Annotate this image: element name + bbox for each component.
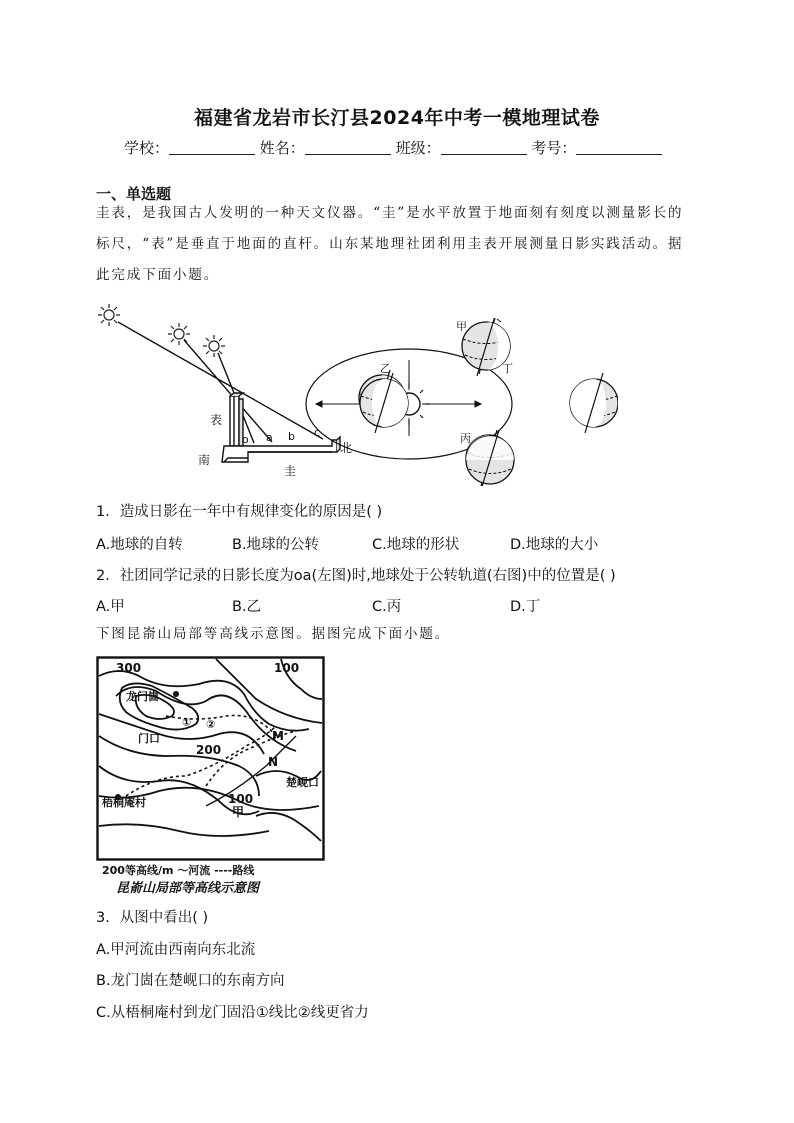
orbit-earths [356, 318, 618, 486]
north-label: 北 [340, 441, 353, 455]
q3-option-b[interactable]: B.龙门崮在楚岘口的东南方向 [96, 973, 285, 989]
earth-icon [570, 373, 618, 433]
number-blank[interactable] [576, 141, 662, 155]
point-n: N [268, 755, 279, 769]
place-longmengu: 龙门崮 [126, 690, 159, 703]
passage-line: 此完成下面小题。 [96, 267, 220, 283]
sun-icon [168, 323, 190, 345]
pole-label: 表 [210, 413, 223, 427]
sun-icon [203, 335, 225, 357]
contour-label-200: 200 [196, 743, 222, 757]
point-b: b [288, 430, 295, 443]
map-legend: 200等高线/m ～河流 ----路线 [102, 864, 255, 877]
earth-icon [466, 430, 514, 486]
q3-option-a[interactable]: A.甲河流由西南向东北流 [96, 942, 256, 958]
base-label: 圭 [284, 464, 297, 478]
question-3-stem: 3．从图中看出( ) [96, 910, 209, 926]
sun-icon [98, 304, 120, 326]
school-blank[interactable] [169, 141, 255, 155]
earth-icon [462, 318, 510, 376]
question-2-stem: 2．社团同学记录的日影长度为oa(左图)时,地球处于公转轨道(右图)中的位置是( ) [96, 568, 616, 584]
place-chuxiankou: 楚岘口 [286, 776, 319, 789]
point-c: c [314, 426, 321, 439]
question-1-stem: 1．造成日影在一年中有规律变化的原因是( ) [96, 504, 383, 520]
school-label: 学校： [124, 139, 170, 157]
position-ding-label: 丁 [502, 362, 513, 375]
point-m: M [272, 729, 284, 743]
name-label: 姓名： [259, 139, 305, 157]
passage-contour [96, 619, 700, 650]
exam-title: 福建省龙岩市长汀县2024年中考一模地理试卷 [194, 107, 600, 129]
q1-option-d[interactable]: D.地球的大小 [510, 537, 599, 553]
q1-option-c[interactable]: C.地球的形状 [372, 537, 460, 553]
q2-option-a[interactable]: A.甲 [96, 599, 125, 615]
map-caption: 昆嵛山局部等高线示意图 [116, 881, 260, 896]
route-2-label: ② [206, 718, 216, 731]
gnomon-diagram [98, 304, 352, 478]
contour-label-100-bottom: 100 [228, 792, 254, 806]
south-label: 南 [198, 453, 211, 467]
contour-label-300: 300 [116, 661, 142, 675]
contour-label-100-top: 100 [274, 661, 300, 675]
class-label: 班级： [395, 139, 441, 157]
passage-gnomon [96, 198, 700, 291]
place-menkou: 门口 [138, 732, 160, 745]
q2-option-c[interactable]: C.丙 [372, 599, 402, 615]
point-a: a [266, 431, 273, 444]
q1-option-a[interactable]: A.地球的自转 [96, 537, 183, 553]
river-jia-label: 甲 [232, 805, 245, 819]
route-1-label: ① [182, 716, 192, 729]
position-jia-label: 甲 [456, 320, 467, 333]
q1-option-b[interactable]: B.地球的公转 [232, 537, 320, 553]
class-blank[interactable] [441, 141, 527, 155]
q2-option-d[interactable]: D.丁 [510, 599, 541, 615]
summit-marker [173, 691, 179, 697]
passage-line: 标尺，“表”是垂直于地面的直杆。山东某地理社团利用圭表开展测量日影实践活动。据 [96, 236, 684, 252]
earth-icon [360, 373, 408, 433]
passage-line: 下图昆嵛山局部等高线示意图。据图完成下面小题。 [96, 626, 451, 642]
position-yi-label: 乙 [380, 362, 391, 375]
name-blank[interactable] [305, 141, 391, 155]
contour-map-figure [96, 656, 346, 896]
number-label: 考号： [531, 139, 577, 157]
point-o: o [242, 433, 249, 446]
student-info-line [124, 137, 662, 158]
section-title: 一、单选题 [96, 185, 172, 203]
position-bing-label: 丙 [460, 432, 471, 445]
passage-line: 圭表，是我国古人发明的一种天文仪器。“圭”是水平放置于地面刻有刻度以测量影长的 [96, 205, 684, 221]
place-wutong-village: 梧桐庵村 [102, 796, 146, 809]
q2-option-b[interactable]: B.乙 [232, 599, 262, 615]
q3-option-c[interactable]: C.从梧桐庵村到龙门固沿①线比②线更省力 [96, 1005, 369, 1021]
